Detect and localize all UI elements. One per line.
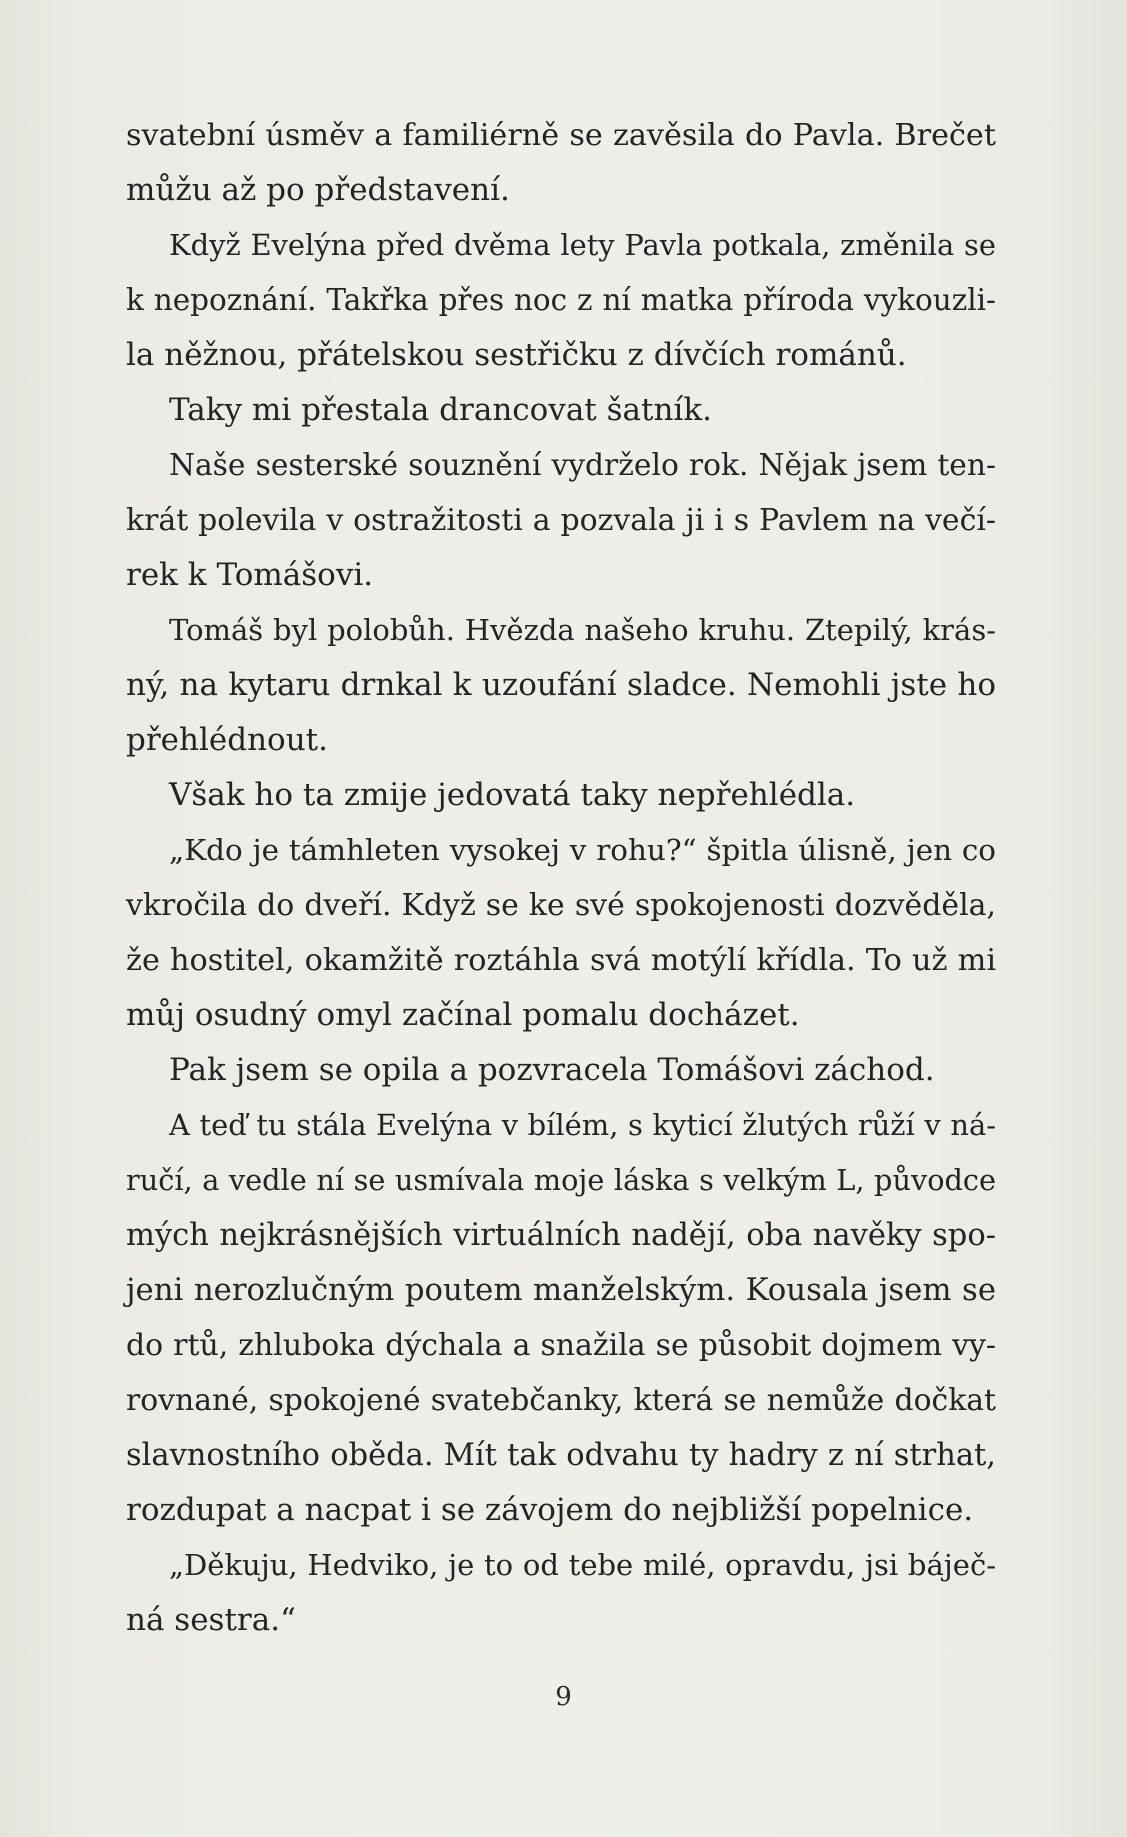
text-line: že hostitel, okamžitě roztáhla svá motýlí křídla. To už mi [126, 943, 996, 978]
text-line: ný, na kytaru drnkal k uzoufání sladce. Nemohli jste ho [126, 667, 996, 703]
text-line: Taky mi přestala drancovat šatník. [169, 392, 712, 428]
text-line: Pak jsem se opila a pozvracela Tomášovi záchod. [169, 1052, 935, 1088]
text-line: mých nejkrásnějších virtuálních nadějí, oba navěky spo- [126, 1218, 996, 1253]
text-line: přehlédnout. [126, 722, 328, 758]
text-line: ná sestra.“ [126, 1602, 296, 1638]
text-line: k nepoznání. Takřka přes noc z ní matka příroda vykouzli- [126, 283, 996, 317]
body-text [126, 108, 996, 1648]
page-number: 9 [555, 1682, 572, 1712]
text-line: Naše sesterské souznění vydrželo rok. Nějak jsem ten- [169, 448, 996, 483]
text-line: můj osudný omyl začínal pomalu docházet. [126, 997, 800, 1033]
text-line: rozdupat a nacpat i se závojem do nejbližší popelnice. [126, 1492, 974, 1528]
text-line: krát polevila v ostražitosti a pozvala ji i s Pavlem na večí- [126, 503, 996, 538]
text-line: „Kdo je támhleten vysokej v rohu?“ špitla úlisně, jen co [169, 833, 996, 867]
text-line: ručí, a vedle ní se usmívala moje láska s velkým L, původce [126, 1163, 996, 1197]
text-line: do rtů, zhluboka dýchala a snažila se působit dojmem vy- [126, 1328, 996, 1363]
text-line: vkročila do dveří. Když se ke své spokojenosti dozvěděla, [126, 888, 996, 923]
text-line: jeni nerozlučným poutem manželským. Kousala jsem se [126, 1272, 996, 1308]
text-line: slavnostního oběda. Mít tak odvahu ty hadry z ní strhat, [126, 1438, 996, 1473]
text-line: Tomáš byl polobůh. Hvězda našeho kruhu. Ztepilý, krás- [169, 613, 996, 647]
text-line: la něžnou, přátelskou sestřičku z dívčích románů. [126, 337, 907, 373]
text-line: „Děkuju, Hedviko, je to od tebe milé, opravdu, jsi báječ- [169, 1548, 996, 1582]
text-line: můžu až po představení. [126, 172, 510, 208]
text-line: Když Evelýna před dvěma lety Pavla potkala, změnila se [169, 228, 996, 262]
text-line: rovnané, spokojené svatebčanky, která se nemůže dočkat [126, 1383, 996, 1418]
text-line: svatební úsměv a familiérně se zavěsila do Pavla. Brečet [126, 118, 996, 153]
text-line: Však ho ta zmije jedovatá taky nepřehlédla. [169, 777, 856, 813]
text-line: rek k Tomášovi. [126, 557, 374, 593]
text-line: A teď tu stála Evelýna v bílém, s kyticí žlutých růží v ná- [169, 1108, 996, 1142]
